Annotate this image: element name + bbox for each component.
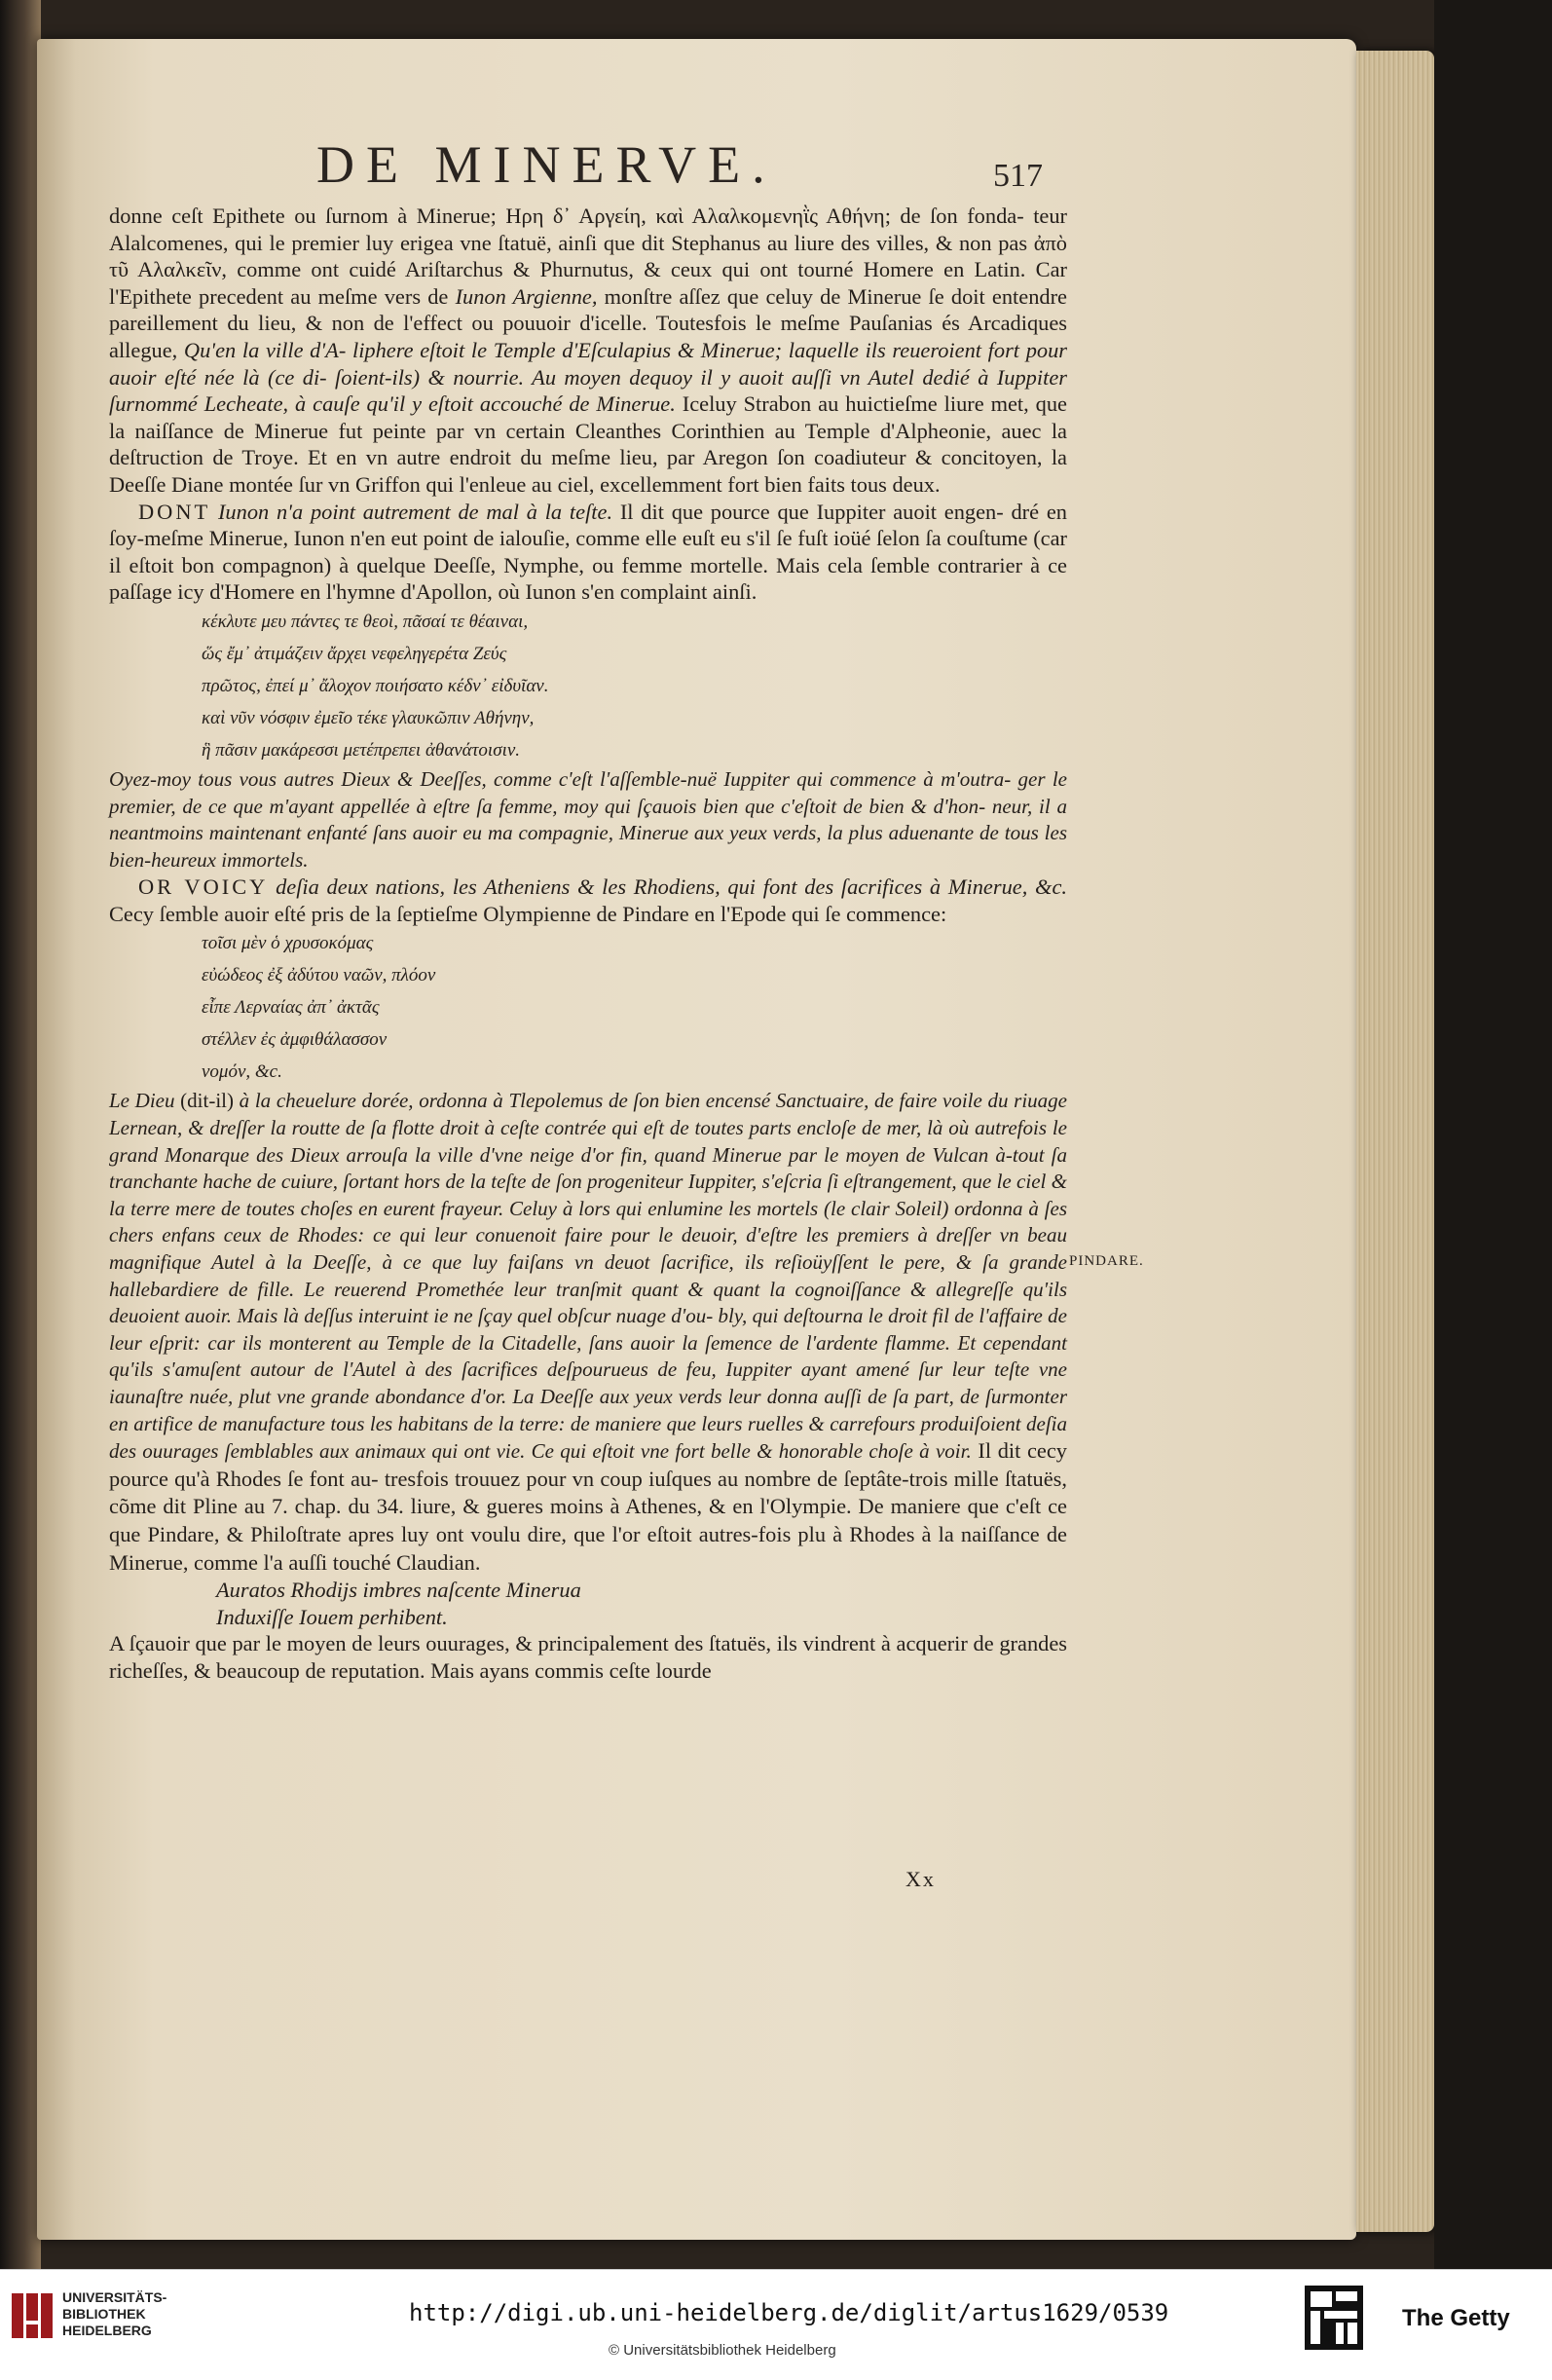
greek-quote-homer: κέκλυτε μευ πάντες τε θεοὶ, πᾶσαί τε θέαιναι, ὥς ἔμ᾽ ἀτιμάζειν ἄρχει νεφεληγερέτα Ζεύς πρῶτος, ἐπεί μ᾽ ἄλοχον ποιήσατο κέδν᾽ εἰδυῖαν. καὶ νῦν νόσφιν ἐμεῖο τέκε γλαυκῶπιν Αθήνην, ἣ πᾶσιν μακάρεσσι μετέπρεπει ἀθανάτοισιν. [202, 611, 549, 761]
greek-quote-pindar: τοῖσι μὲν ὁ χρυσοκόμας εὐώδεος ἐξ ἀδύτου ναῶν, πλόον εἶπε Λερναίας ἀπ᾽ ἀκτᾶς στέλλεν ἐς ἀμφιθάλασσον νομόν, &c. [202, 933, 436, 1083]
getty-name: The Getty [1402, 2305, 1510, 2331]
translation-pindar: Le Dieu (dit-il) à la cheuelure dorée, ordonna à Tlepolemus de ſon bien encensé Sanctuaire, de faire voile du riuage Lernean, & dreſſer la routte de ſa flotte droit à ceſte contrée qui eſt de toutes parts encloſe de mer, là où autrefois le grand Monarque des Dieux arrouſa la ville d'vne neige d'or fin, quand Minerue par le moyen de Vulcan à-tout ſa tranchante hache de cuiure, ſortant hors de la teſte de ſon progeniteur Iuppiter, s'eſcria ſi eſtrangement, que le ciel & la terre mere de toutes choſes en eurent frayeur. Celuy à lors qui enlumine les mortels (le clair Soleil) ordonna à ſes chers enfans ceux de Rhodes: ce qui leur conuenoit faire pour le deuoir, d'eſtre les premiers à dreſſer vn beau magnifique Autel à la Deeſſe, à ce que luy faiſans vn deuot ſacrifice, ils reſioüyſſent le pere, & ſa grande hallebardiere de fille. Le reuerend Promethée leur tranſmit quant & quant la cognoiſſance & allegreſſe qu'ils deuoient auoir. Mais là deſſus interuint ie ne ſçay quel obſcur nuage d'ou- bly, qui deſtourna le droit fil de l'affaire de leur eſprit: car ils monterent au Temple de la Citadelle, ſans auoir la ſemence de l'ardente flamme. Et cependant qu'ils s'amuſent autour de l'Autel à des ſacrifices deſpourueus de feu, Iuppiter ayant amené ſur leur teſte vne iaunaſtre nuée, plut vne grande abondance d'or. La Deeſſe aux yeux verds leur donna auſſi de ſa part, de ſurmonter en artifice de manufacture tous les habitans de la terre: de maniere que leurs ruelles & carrefours produiſoient deſia des ouurages ſemblables aux animaux qui ont vie. Ce qui eſtoit vne fort belle & honorable choſe à voir. Il dit cecy pource qu'à Rhodes ſe font au- tresfois trouuez pour vn coup iuſques au nombre de ſeptâte-trois mille ſtatuës, cõme dit Pline au 7. chap. du 34. liure, & gueres moins à Athenes, & en l'Olympie. De maniere que c'eſt ce que Pindare, & Philoſtrate apres luy ont voulu dire, que l'or eſtoit autres-fois plu à Rhodes à la naiſſance de Minerue, comme l'a auſſi touché Claudian. [109, 1089, 1067, 1575]
getty-logo-icon [1305, 2286, 1363, 2350]
paragraph-3: OR VOICY deſia deux nations, les Atheniens & les Rhodiens, qui font des ſacrifices à Minerue, &c. Cecy ſemble auoir eſté pris de la ſeptieſme Olympienne de Pindare en l'Epode qui ſe commence: [109, 874, 1067, 926]
heidelberg-logo-icon [12, 2293, 53, 2338]
copyright-notice: © Universitätsbibliothek Heidelberg [609, 2342, 836, 2359]
university-name: UNIVERSITÄTS- BIBLIOTHEK HEIDELBERG [62, 2289, 167, 2338]
margin-note: PINDARE. [1069, 1253, 1144, 1269]
permalink-url[interactable]: http://digi.ub.uni-heidelberg.de/diglit/artus1629/0539 [409, 2299, 1169, 2326]
book-gutter [0, 0, 41, 2269]
background-right [1434, 0, 1552, 2269]
page-fore-edge [1356, 51, 1434, 2232]
paragraph-2: DONT Iunon n'a point autrement de mal à la teſte. Il dit que pource que Iuppiter auoit engen- dré en ſoy-meſme Minerue, Iunon n'en eut point de ialouſie, comme elle euſt eu s'il ſe fuſt ioüé ſelon ſa couſtume (car il eſtoit bon compagnon) à quelque Deeſſe, Nymphe, ou femme mortelle. Mais cela ſemble contrarier à ce paſſage icy d'Homere en l'hymne d'Apollon, où Iunon s'en complaint ainſi. [109, 499, 1067, 605]
signature-mark: Xx [905, 1867, 936, 1891]
latin-quote-claudian: Auratos Rhodijs imbres naſcente Minerua Induxiſſe Iouem perhibent. [216, 1578, 581, 1629]
main-text-column [109, 203, 1067, 1685]
paragraph-5: A ſçauoir que par le moyen de leurs ouurages, & principalement des ſtatuës, ils vindrent à acquerir de grandes richeſſes, & beaucoup de reputation. Mais ayans commis ceſte lourde [109, 1631, 1067, 1683]
page-header [0, 134, 1552, 193]
running-title: DE MINERVE. [316, 135, 777, 194]
page-number: 517 [993, 158, 1043, 194]
viewer-footer [0, 2269, 1552, 2380]
translation-homer: Oyez-moy tous vous autres Dieux & Deeſſes, comme c'eſt l'aſſemble-nuë Iuppiter qui commence à m'outra- ger le premier, de ce que m'ayant appellée à eſtre ſa femme, moy qui ſçauois bien que c'eſtoit de bien & d'hon- neur, il a neantmoins maintenant enfanté ſans auoir eu ma compagnie, Minerue aux yeux verds, la plus aduenante de tous les bien-heureux immortels. [109, 766, 1067, 872]
paragraph-1: donne ceſt Epithete ou ſurnom à Minerue; Ηρη δ᾽ Αργείη, καὶ Αλαλκομενηῒς Αθήνη; de ſon fonda- teur Alalcomenes, qui le premier luy erigea vne ſtatuë, ainſi que dit Stephanus au liure des villes, & non pas ἀπὸ τῦ Αλαλκεῖν, comme ont cuidé Ariſtarchus & Phurnutus, & ceux qui ont tourné Homere en Latin. Car l'Epithete precedent au meſme vers de Iunon Argienne, monſtre aſſez que celuy de Minerue ſe doit entendre pareillement du lieu, & non de l'effect ou pouuoir d'icelle. Toutesfois le meſme Pauſanias és Arcadiques allegue, Qu'en la ville d'A- liphere eſtoit le Temple d'Eſculapius & Minerue; laquelle ils reueroient fort pour auoir eſté née là (ce di- ſoient-ils) & nourrie. Au moyen dequoy il y auoit auſſi vn Autel dedié à Iuppiter ſurnommé Lecheate, à cauſe qu'il y eſtoit accouché de Minerue. Iceluy Strabon au huictieſme liure met, que la naiſſance de Minerue fut peinte par vn certain Cleanthes Corinthien au Temple d'Alpheonie, auec la deſtruction de Troye. Et en vn autre endroit du meſme lieu, par Aregon ſon coadiuteur & concitoyen, la Deeſſe Diane montée ſur vn Griffon qui l'enleue au ciel, excellemment fort bien faits tous deux. [109, 204, 1068, 497]
